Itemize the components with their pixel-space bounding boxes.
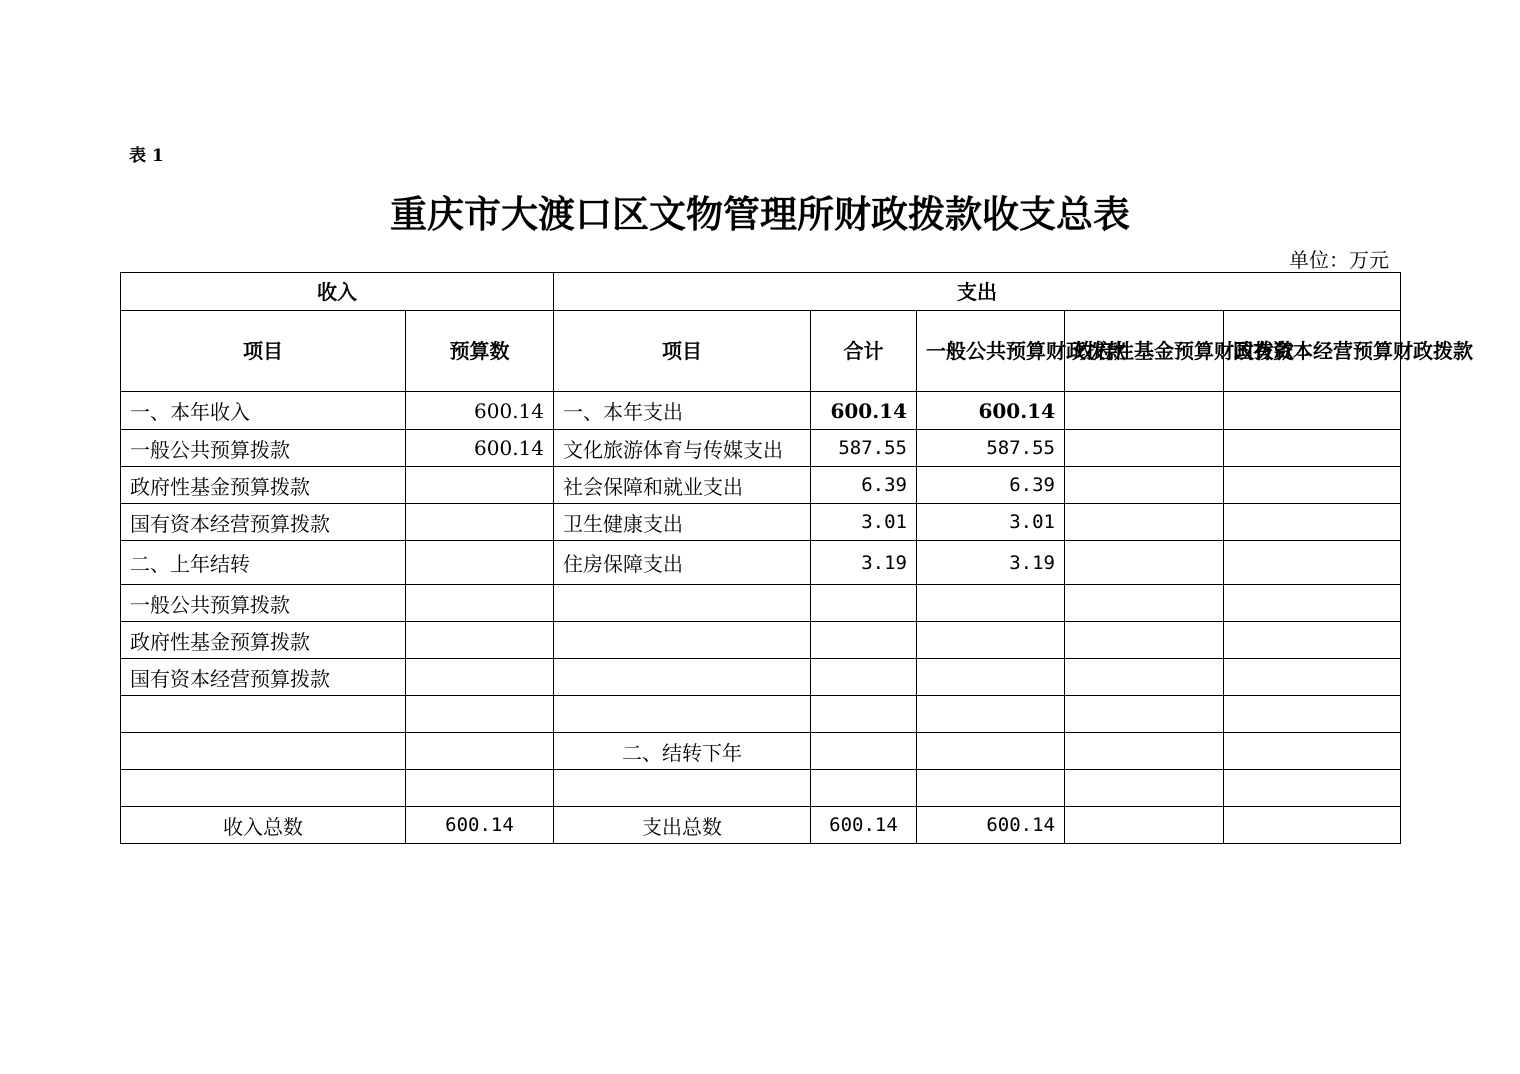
table-row [121, 696, 1401, 733]
table-row [121, 430, 1401, 467]
expense-section-header: 支出 [554, 273, 1401, 311]
gov-fund-value [1065, 541, 1224, 585]
col-total: 合计 [811, 311, 917, 392]
table-row [121, 392, 1401, 430]
income-section-header: 收入 [121, 273, 554, 311]
income-item: 国有资本经营预算拨款 [121, 504, 406, 541]
budget-value [406, 541, 554, 585]
col-budget: 预算数 [406, 311, 554, 392]
total-value [811, 733, 917, 770]
expense-general-total: 600.14 [917, 807, 1065, 844]
table-row [121, 585, 1401, 622]
budget-value [406, 467, 554, 504]
budget-value [406, 696, 554, 733]
col-income-item: 项目 [121, 311, 406, 392]
table-row [121, 541, 1401, 585]
state-capital-value [1224, 541, 1401, 585]
income-item: 一般公共预算拨款 [121, 585, 406, 622]
gov-fund-value [1065, 770, 1224, 807]
general-value: 3.19 [917, 541, 1065, 585]
general-value: 600.14 [917, 392, 1065, 430]
income-item: 国有资本经营预算拨款 [121, 659, 406, 696]
state-capital-value [1224, 770, 1401, 807]
gov-fund-value [1065, 659, 1224, 696]
state-capital-value [1224, 467, 1401, 504]
expense-item [554, 659, 811, 696]
table-row [121, 733, 1401, 770]
budget-value [406, 622, 554, 659]
gov-fund-value [1065, 622, 1224, 659]
expense-item [554, 585, 811, 622]
unit-label: 单位：万元 [1289, 248, 1389, 272]
state-capital-value [1224, 733, 1401, 770]
gov-fund-value [1065, 467, 1224, 504]
expense-gov-fund-total [1065, 807, 1224, 844]
general-value: 6.39 [917, 467, 1065, 504]
general-value [917, 733, 1065, 770]
gov-fund-value [1065, 392, 1224, 430]
expense-item [554, 770, 811, 807]
budget-value [406, 504, 554, 541]
expense-item: 社会保障和就业支出 [554, 467, 811, 504]
table-number: 表 1 [129, 146, 164, 166]
income-item [121, 696, 406, 733]
table-row [121, 659, 1401, 696]
table-row [121, 770, 1401, 807]
col-general-budget: 一般公共预算财政拨款 [917, 311, 1065, 392]
table-row [121, 622, 1401, 659]
total-value: 587.55 [811, 430, 917, 467]
total-value: 6.39 [811, 467, 917, 504]
budget-value [406, 659, 554, 696]
state-capital-value [1224, 622, 1401, 659]
col-expense-item: 项目 [554, 311, 811, 392]
budget-value [406, 585, 554, 622]
total-value: 600.14 [811, 392, 917, 430]
income-item [121, 733, 406, 770]
budget-value: 600.14 [406, 430, 554, 467]
income-item: 二、上年结转 [121, 541, 406, 585]
state-capital-value [1224, 659, 1401, 696]
income-item: 一般公共预算拨款 [121, 430, 406, 467]
total-value [811, 622, 917, 659]
expense-state-capital-total [1224, 807, 1401, 844]
column-header-row [121, 311, 1401, 392]
total-value [811, 696, 917, 733]
general-value [917, 659, 1065, 696]
expense-item [554, 696, 811, 733]
gov-fund-value [1065, 733, 1224, 770]
general-value [917, 585, 1065, 622]
gov-fund-value [1065, 430, 1224, 467]
budget-value: 600.14 [406, 392, 554, 430]
state-capital-value [1224, 392, 1401, 430]
expense-item: 住房保障支出 [554, 541, 811, 585]
col-state-capital: 国有资本经营预算财政拨款 [1224, 311, 1401, 392]
income-total-label: 收入总数 [121, 807, 406, 844]
gov-fund-value [1065, 504, 1224, 541]
general-value [917, 622, 1065, 659]
income-item: 一、本年收入 [121, 392, 406, 430]
gov-fund-value [1065, 585, 1224, 622]
budget-value [406, 770, 554, 807]
expense-item [554, 622, 811, 659]
expense-item: 文化旅游体育与传媒支出 [554, 430, 811, 467]
table-row [121, 504, 1401, 541]
general-value: 3.01 [917, 504, 1065, 541]
total-value: 3.19 [811, 541, 917, 585]
table-row [121, 467, 1401, 504]
income-item: 政府性基金预算拨款 [121, 622, 406, 659]
general-value: 587.55 [917, 430, 1065, 467]
document-title: 重庆市大渡口区文物管理所财政拨款收支总表 [390, 193, 1130, 236]
finance-table [120, 272, 1473, 844]
expense-total-value: 600.14 [811, 807, 917, 844]
income-item [121, 770, 406, 807]
expense-item: 二、结转下年 [554, 733, 811, 770]
total-value [811, 770, 917, 807]
income-item: 政府性基金预算拨款 [121, 467, 406, 504]
total-value [811, 585, 917, 622]
budget-value [406, 733, 554, 770]
income-total-value: 600.14 [406, 807, 554, 844]
expense-item: 卫生健康支出 [554, 504, 811, 541]
state-capital-value [1224, 504, 1401, 541]
state-capital-value [1224, 430, 1401, 467]
general-value [917, 770, 1065, 807]
general-value [917, 696, 1065, 733]
total-value [811, 659, 917, 696]
expense-item: 一、本年支出 [554, 392, 811, 430]
state-capital-value [1224, 696, 1401, 733]
col-gov-fund: 政府性基金预算财政拨款 [1065, 311, 1224, 392]
expense-total-label: 支出总数 [554, 807, 811, 844]
section-header-row [121, 273, 1401, 311]
state-capital-value [1224, 585, 1401, 622]
gov-fund-value [1065, 696, 1224, 733]
totals-row [121, 807, 1401, 844]
total-value: 3.01 [811, 504, 917, 541]
